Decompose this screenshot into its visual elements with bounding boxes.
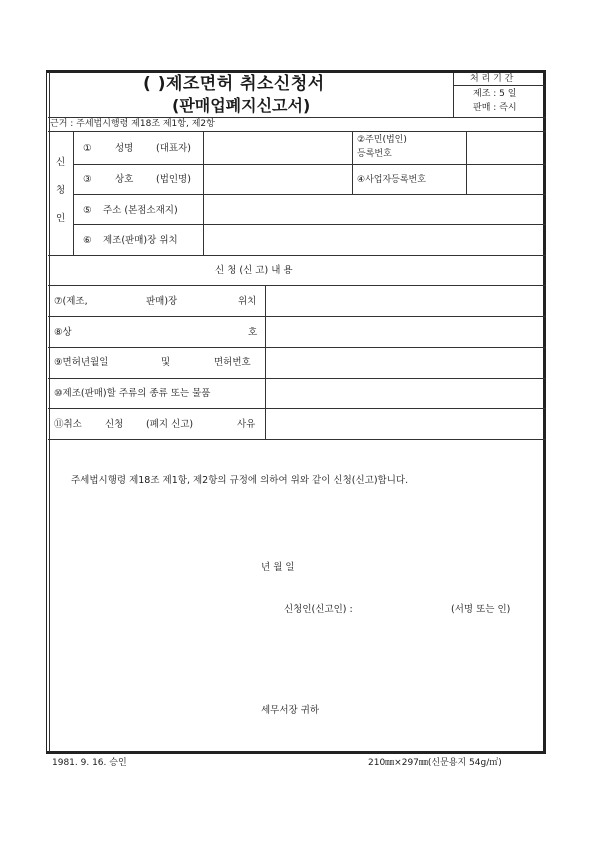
addressee: 세무서장 귀하 [261, 705, 320, 716]
row-line-3 [73, 224, 546, 225]
row7-field[interactable] [267, 287, 544, 315]
address-field[interactable] [205, 196, 544, 223]
row10: ⑩제조(판매)할 주류의 종류 또는 물품 [54, 388, 211, 399]
trade-corp-label: (법인명) [156, 174, 191, 185]
header-bottom-line [48, 117, 546, 118]
period-label: 처 리 기 간 [470, 74, 514, 84]
row11-d: 사유 [237, 419, 256, 430]
name-num: ① [83, 143, 92, 154]
applicant-side-1: 신 [56, 157, 66, 168]
period-box-left [453, 73, 454, 117]
row9-b: 및 [161, 357, 171, 368]
period-sales: 판매 : 즉시 [473, 103, 517, 113]
name-label: 성명 [115, 143, 134, 154]
content-row-line-5 [48, 439, 546, 440]
row-line-4 [48, 255, 546, 256]
applicant-sign-label: 신청인(신고인) : [284, 604, 353, 615]
col-line-mid [352, 131, 353, 194]
approval-note: 1981. 9. 16. 승인 [52, 758, 127, 768]
row11-field[interactable] [267, 410, 544, 438]
row8-b: 호 [248, 327, 258, 338]
date-line: 년 월 일 [261, 562, 295, 573]
content-row-line-4 [48, 408, 546, 409]
applicant-side-3: 인 [56, 213, 66, 224]
content-header: 신 청 (신 고) 내 용 [215, 265, 293, 276]
trade-label: 상호 [115, 174, 134, 185]
period-box-divider [453, 85, 545, 86]
biz-no-field[interactable] [468, 166, 544, 193]
row9-c: 면허번호 [214, 357, 251, 368]
row-line-2 [73, 194, 546, 195]
col-line-right [466, 131, 467, 194]
resident-no-field[interactable] [468, 133, 544, 163]
addr-label: 주소 (본점소재지) [103, 205, 178, 216]
paper-spec: 210㎜×297㎜(신문용지 54g/㎡) [368, 758, 502, 768]
name-rep-label: (대표자) [156, 143, 191, 154]
col-line-value [203, 131, 204, 255]
resident-no-label: ②주민(법인) [357, 135, 407, 145]
row10-field[interactable] [267, 380, 544, 407]
inner-left-border [49, 72, 50, 752]
trade-num: ③ [83, 174, 92, 185]
basis-text: 근거 : 주세법시행령 제18조 제1항, 제2항 [50, 119, 215, 129]
row7-c: 위치 [238, 296, 257, 307]
statement-text: 주세법시행령 제18조 제1항, 제2항의 규정에 의하여 위와 같이 신청(신고)합니다. [71, 475, 409, 486]
resident-no-label2: 등록번호 [357, 149, 392, 159]
biz-no-label: ④사업자등록번호 [357, 175, 426, 185]
content-header-line [48, 285, 546, 286]
loc-label: 제조(판매)장 위치 [103, 235, 178, 246]
row11-b: 신청 [105, 419, 124, 430]
applicant-sign-field[interactable] [366, 601, 446, 617]
row9-a: ⑨면허년월일 [54, 357, 109, 368]
period-manufacture: 제조 : 5 일 [473, 89, 517, 99]
sign-note: (서명 또는 인) [451, 604, 511, 615]
trade-field[interactable] [205, 166, 351, 193]
content-row-line-2 [48, 347, 546, 348]
row7-b: 판매)장 [146, 296, 178, 307]
row11-a: ⑪취소 [54, 419, 82, 430]
row-line-1 [73, 164, 546, 165]
basis-bottom-line [48, 131, 546, 132]
row11-c: (폐지 신고) [146, 419, 194, 430]
loc-num: ⑥ [83, 235, 92, 246]
content-row-line-3 [48, 378, 546, 379]
content-col-line [265, 285, 266, 439]
content-row-line-1 [48, 316, 546, 317]
applicant-side-divider [73, 131, 74, 255]
row8-a: ⑧상 [54, 327, 72, 338]
applicant-side-2: 청 [56, 185, 66, 196]
row9-field[interactable] [267, 349, 544, 377]
addr-num: ⑤ [83, 205, 92, 216]
name-field[interactable] [205, 133, 351, 163]
location-field[interactable] [205, 226, 544, 254]
row8-field[interactable] [267, 318, 544, 346]
form-title: ( )제조면허 취소신청서 [143, 74, 325, 94]
form-subtitle: (판매업폐지신고서) [172, 96, 311, 115]
row7-a: ⑦(제조, [54, 296, 88, 307]
